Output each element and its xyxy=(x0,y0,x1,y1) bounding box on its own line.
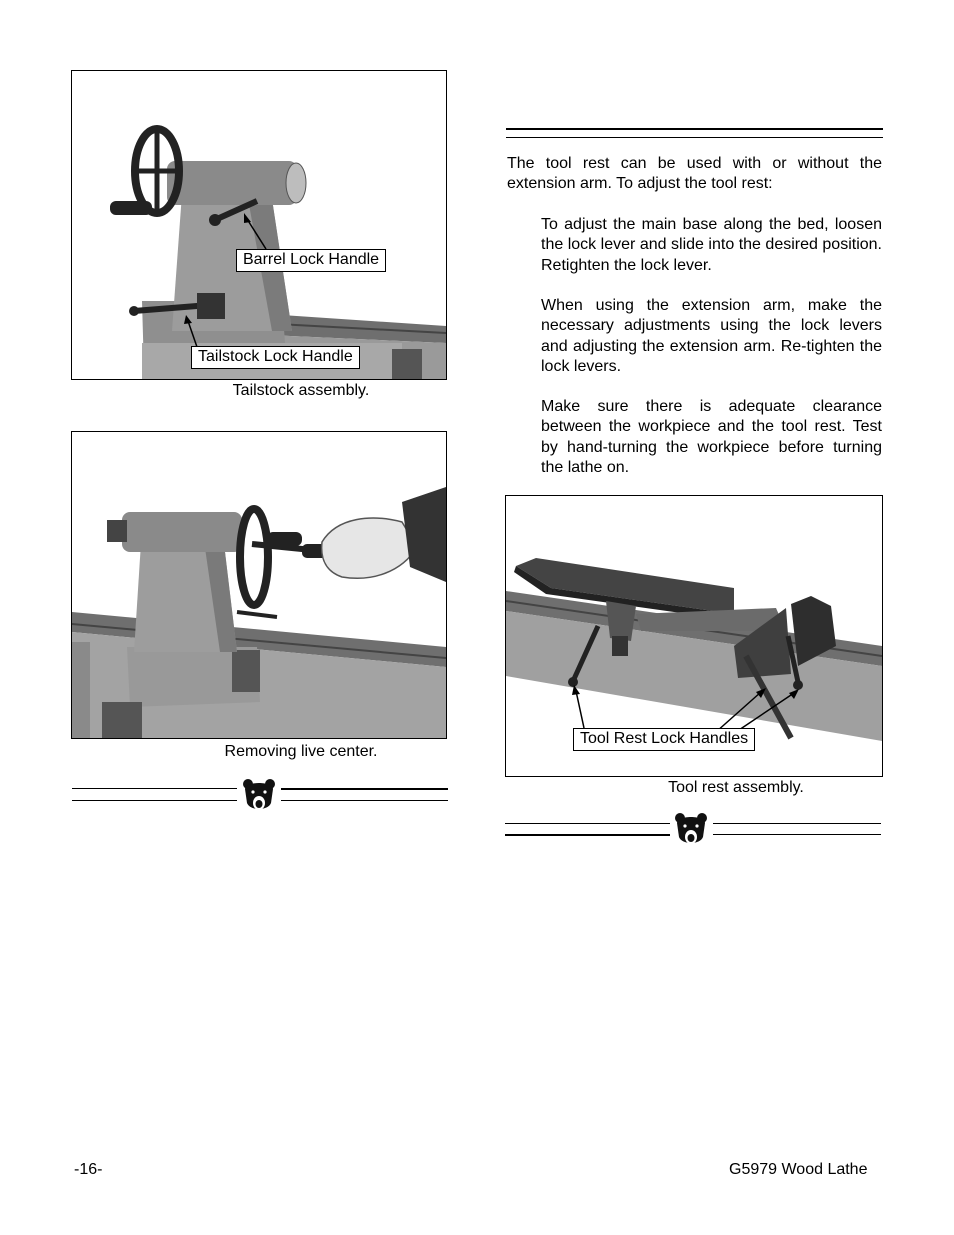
barrel-lock-handle-callout: Barrel Lock Handle xyxy=(236,249,386,272)
tool-rest-caption: Tool rest assembly. xyxy=(668,779,804,796)
bear-logo-icon xyxy=(242,777,276,815)
tool-rest-figure xyxy=(505,495,883,777)
divider-left-top-line-1 xyxy=(72,788,237,789)
tailstock-caption: Tailstock assembly. xyxy=(232,382,370,399)
tool-rest-step-1: To adjust the main base along the bed, loosen the lock lever and slide into the desired position. Retighten the lock lever. xyxy=(541,216,882,274)
live-center-figure xyxy=(71,431,447,739)
section-header-rule-bottom xyxy=(506,137,883,138)
manual-title: G5979 Wood Lathe xyxy=(729,1161,868,1178)
tailstock-figure xyxy=(71,70,447,380)
divider-right-col-line-3 xyxy=(713,823,881,824)
divider-right-top-line-1 xyxy=(281,788,448,790)
tool-rest-lock-handles-callout: Tool Rest Lock Handles xyxy=(573,728,755,751)
tool-rest-intro: The tool rest can be used with or without the extension arm. To adjust the tool rest: xyxy=(507,155,882,193)
divider-left-top-line-2 xyxy=(72,800,237,801)
tailstock-lock-handle-callout: Tailstock Lock Handle xyxy=(191,346,360,369)
divider-right-top-line-2 xyxy=(281,800,448,801)
tailstock-photo xyxy=(72,71,446,379)
divider-right-col-line-1 xyxy=(505,823,670,824)
tool-rest-step-3: Make sure there is adequate clearance between the workpiece and the tool rest. Test by hand-turning the workpiece before turning the lathe on. xyxy=(541,398,882,477)
live-center-photo xyxy=(72,432,446,738)
section-header-rule-top xyxy=(506,128,883,130)
divider-right-col-line-4 xyxy=(713,834,881,835)
live-center-caption: Removing live center. xyxy=(224,743,378,760)
bear-logo-icon xyxy=(674,811,708,849)
divider-right-col-line-2 xyxy=(505,834,670,836)
tool-rest-step-2: When using the extension arm, make the necessary adjustments using the lock levers and adjusting the extension arm. Re-tighten the lock levers. xyxy=(541,297,882,376)
page-number: -16- xyxy=(74,1161,103,1178)
